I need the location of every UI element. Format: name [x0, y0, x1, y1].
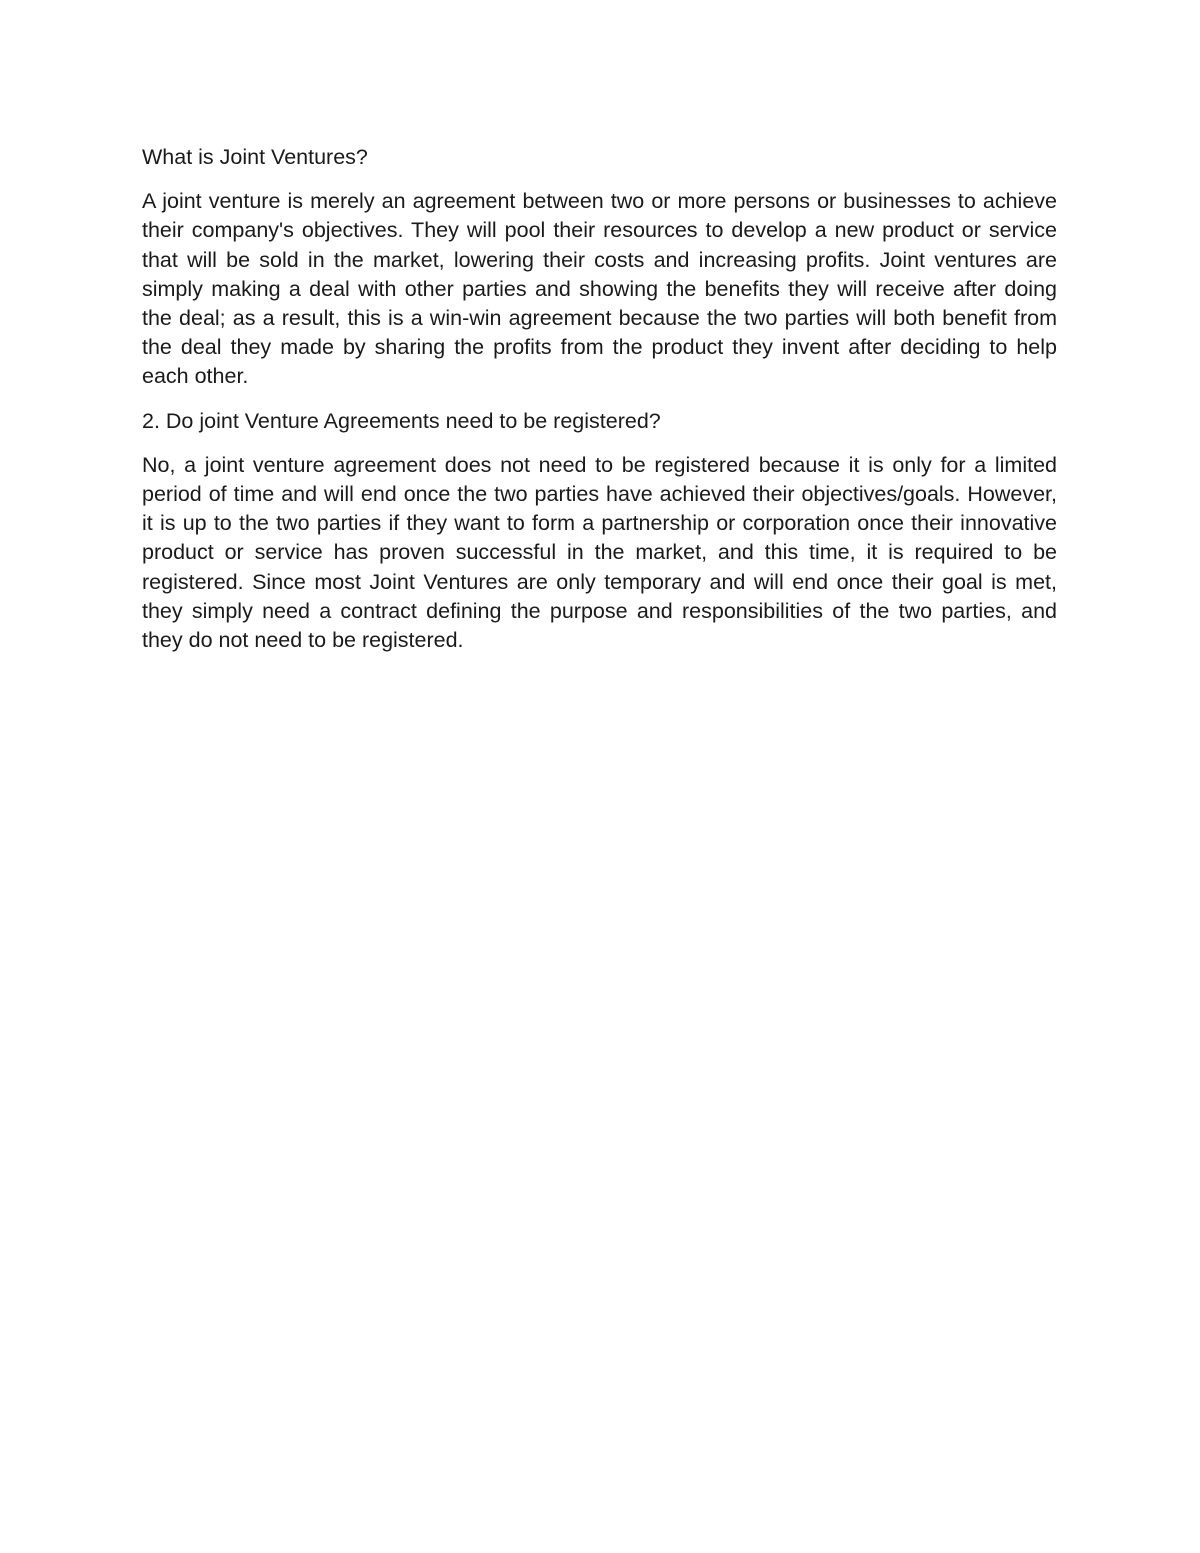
- document-body: [142, 143, 1057, 670]
- question-1-heading: What is Joint Ventures?: [142, 145, 368, 169]
- answer-1-paragraph: A joint venture is merely an agreement between two or more persons or businesses to achieve their company's objectives. They will pool their resources to develop a new product or service that will be sold in the market, lowering their costs and increasing profits. Joint ventures are simply making a deal with other parties and showing the benefits they will receive after doing the deal; as a result, this is a win-win agreement because the two parties will both benefit from the deal they made by sharing the profits from the product they invent after deciding to help each other.: [142, 189, 1057, 389]
- question-2-heading: 2. Do joint Venture Agreements need to be registered?: [142, 408, 661, 433]
- answer-2-paragraph: No, a joint venture agreement does not need to be registered because it is only for a limited period of time and will end once the two parties have achieved their objectives/goals. However, it is up to the two parties if they want to form a partnership or corporation once their innovative product or service has proven successful in the market, and this time, it is required to be registered. Since most Joint Ventures are only temporary and will end once their goal is met, they simply need a contract defining the purpose and responsibilities of the two parties, and they do not need to be registered.: [142, 452, 1057, 653]
